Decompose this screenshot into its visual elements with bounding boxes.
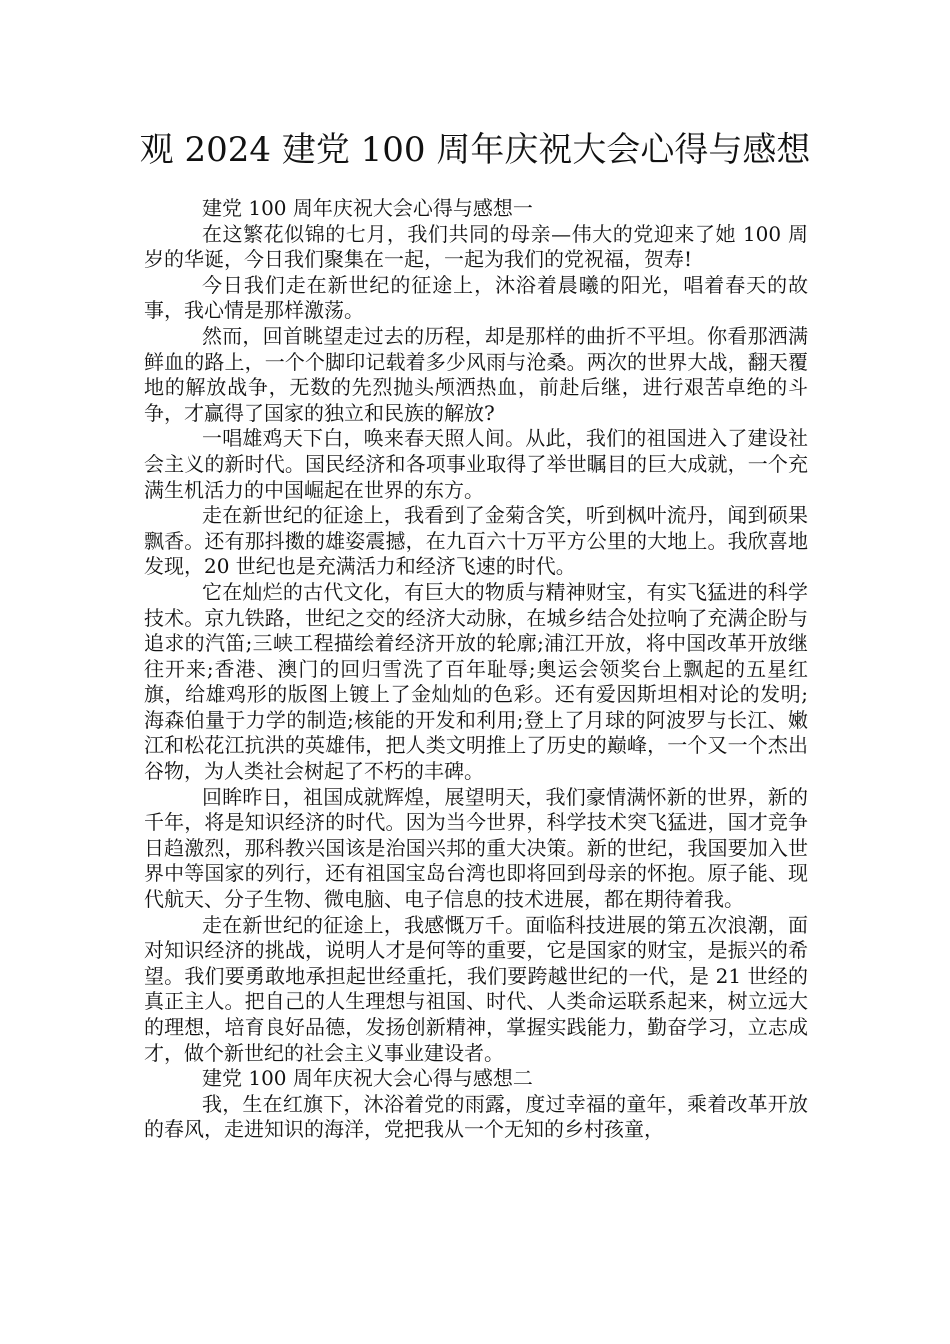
paragraph-6: 它在灿烂的古代文化，有巨大的物质与精神财宝，有实飞猛进的科学技术。京九铁路，世纪之交的经济大动脉，在城乡结合处拉响了充满企盼与追求的汽笛;三峡工程描绘着经济开放的轮廓;浦江开放，将中国改革开放继往开来;香港、澳门的回归雪洗了百年耻辱;奥运会领奖台上飘起的五星红旗，给雄鸡形的版图上镀上了金灿灿的色彩。还有爱因斯坦相对论的发明;海森伯量于力学的制造;核能的开发和利用;登上了月球的阿波罗与长江、嫩江和松花江抗洪的英雄伟，把人类文明推上了历史的巅峰，一个又一个杰出谷物，为人类社会树起了不朽的丰碑。 — [144, 579, 808, 784]
paragraph-2: 今日我们走在新世纪的征途上，沐浴着晨曦的阳光，唱着春天的故事，我心情是那样激荡。 — [144, 272, 808, 323]
paragraph-1: 在这繁花似锦的七月，我们共同的母亲—伟大的党迎来了她 100 周岁的华诞，今日我们聚集在一起，一起为我们的党祝福，贺寿! — [144, 221, 808, 272]
paragraph-3: 然而，回首眺望走过去的历程，却是那样的曲折不平坦。你看那洒满鲜血的路上，一个个脚印记载着多少风雨与沧桑。两次的世界大战，翻天覆地的解放战争，无数的先烈抛头颅洒热血，前赴后继，进行艰苦卓绝的斗争，才赢得了国家的独立和民族的解放? — [144, 323, 808, 425]
document-title: 观 2024 建党 100 周年庆祝大会心得与感想 — [139, 130, 811, 170]
section-heading-1: 建党 100 周年庆祝大会心得与感想一 — [202, 196, 533, 220]
paragraph-8: 走在新世纪的征途上，我感慨万千。面临科技进展的第五次浪潮，面对知识经济的挑战，说明人才是何等的重要，它是国家的财宝，是振兴的希望。我们要勇敢地承担起世经重托，我们要跨越世纪的一代，是 21 世经的真正主人。把自己的人生理想与祖国、时代、人类命运联系起来，树立远大的理想，培育良好品德，发扬创新精神，掌握实践能力，勤奋学习，立志成才，做个新世纪的社会主义事业建设者。 — [144, 912, 808, 1065]
paragraph-9: 我，生在红旗下，沐浴着党的雨露，度过幸福的童年，乘着改革开放的春风，走进知识的海洋，党把我从一个无知的乡村孩童， — [144, 1091, 808, 1142]
paragraph-7: 回眸昨日，祖国成就辉煌，展望明天，我们豪情满怀新的世界，新的千年，将是知识经济的时代。因为当今世界，科学技术突飞猛进，国才竞争日趋激烈，那科教兴国该是治国兴邦的重大决策。新的世纪，我国要加入世界中等国家的列行，还有祖国宝岛台湾也即将回到母亲的怀抱。原子能、现代航天、分子生物、微电脑、电子信息的技术进展，都在期待着我。 — [144, 784, 808, 912]
section-heading-2: 建党 100 周年庆祝大会心得与感想二 — [202, 1066, 533, 1091]
paragraph-4: 一唱雄鸡天下白，唤来春天照人间。从此，我们的祖国进入了建设社会主义的新时代。国民经济和各项事业取得了举世瞩目的巨大成就，一个充满生机活力的中国崛起在世界的东方。 — [144, 426, 808, 502]
paragraph-5: 走在新世纪的征途上，我看到了金菊含笑，听到枫叶流丹，闻到硕果飘香。还有那抖擞的雄姿震撼，在九百六十万平方公里的大地上。我欣喜地发现，20 世纪也是充满活力和经济飞速的时代。 — [144, 503, 808, 579]
document-body — [144, 196, 808, 1143]
